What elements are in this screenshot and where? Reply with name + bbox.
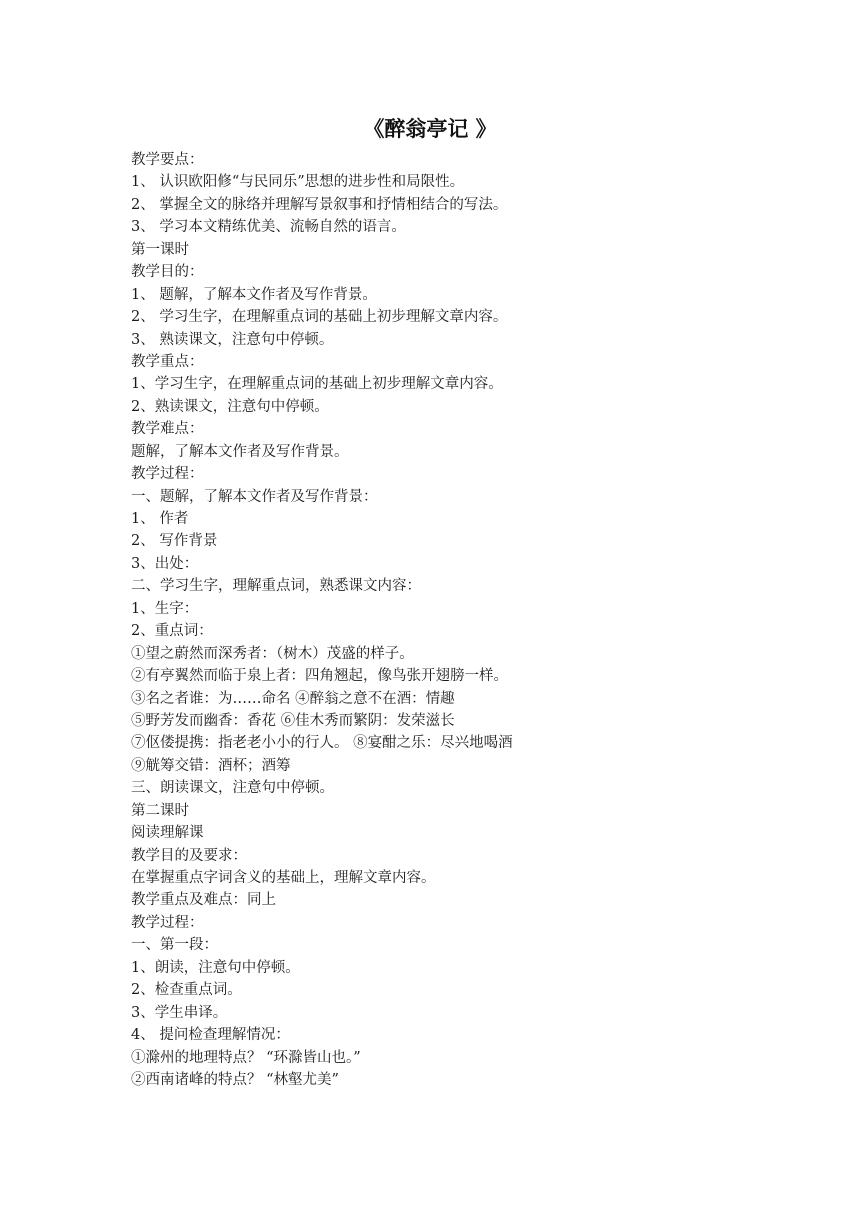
text-line: 2、重点词： (131, 623, 213, 640)
text-line: 阅读理解课 (131, 825, 204, 842)
text-line: 1、朗读，注意句中停顿。 (131, 959, 300, 976)
text-line: 3、学生串译。 (131, 1004, 228, 1021)
text-line: 3、 熟读课文，注意句中停顿。 (131, 331, 334, 348)
text-line: 1、学习生字，在理解重点词的基础上初步理解文章内容。 (131, 376, 503, 393)
text-line: 2、 学习生字，在理解重点词的基础上初步理解文章内容。 (131, 309, 508, 326)
text-line: 第二课时 (131, 802, 189, 819)
text-line: 题解，了解本文作者及写作背景。 (131, 443, 349, 460)
text-line: 教学要点： (131, 152, 204, 168)
text-line: ⑦伛偻提携：指老老小小的行人。 ⑧宴酣之乐：尽兴地喝酒 (131, 735, 513, 752)
text-line: 2、 掌握全文的脉络并理解写景叙事和抒情相结合的写法。 (131, 196, 508, 213)
document-body (131, 149, 771, 1091)
text-line: 教学目的及要求： (131, 847, 247, 864)
text-line: 教学重点及难点：同上 (131, 892, 276, 909)
text-line: ⑤野芳发而幽香：香花 ⑥佳木秀而繁阴：发荣滋长 (131, 712, 455, 729)
document-title: 《醉翁亭记 》 (363, 117, 497, 141)
text-line: 教学难点： (131, 421, 204, 438)
text-line: 2、 写作背景 (131, 533, 218, 550)
text-line: 在掌握重点字词含义的基础上，理解文章内容。 (131, 870, 436, 886)
text-line: 三、朗读课文，注意句中停顿。 (131, 780, 334, 797)
text-line: 2、检查重点词。 (131, 982, 242, 999)
text-line: 一、第一段： (131, 937, 218, 954)
text-line: 1、生字： (131, 600, 199, 617)
text-line: 二、学习生字，理解重点词，熟悉课文内容： (131, 578, 421, 595)
text-line: ⑨觥筹交错：酒杯；酒筹 (131, 757, 291, 774)
text-line: 一、题解，了解本文作者及写作背景： (131, 488, 378, 505)
text-line: 1、 认识欧阳修“与民同乐”思想的进步性和局限性。 (131, 174, 465, 191)
text-line: ②西南诸峰的特点？ “林壑尤美” (131, 1071, 339, 1088)
text-line: 3、 学习本文精练优美、流畅自然的语言。 (131, 219, 406, 236)
text-line: 1、 题解，了解本文作者及写作背景。 (131, 286, 377, 303)
text-line: ①望之蔚然而深秀者：（树木）茂盛的样子。 (131, 645, 414, 662)
text-line: ②有亭翼然而临于泉上者：四角翘起，像鸟张开翅膀一样。 (131, 668, 508, 685)
text-line: ①滁州的地理特点？ “环滁皆山也。” (131, 1049, 361, 1066)
text-line: 教学目的： (131, 264, 204, 281)
text-line: 3、出处： (131, 555, 199, 572)
text-line: 第一课时 (131, 241, 189, 258)
text-line: 1、 作者 (131, 511, 189, 527)
text-line: 教学过程： (131, 466, 204, 483)
text-line: 教学过程： (131, 914, 204, 931)
text-line: 教学重点： (131, 353, 204, 370)
text-line: ③名之者谁：为……命名 ④醉翁之意不在酒：情趣 (131, 690, 455, 707)
text-line: 2、熟读课文，注意句中停顿。 (131, 398, 329, 415)
text-line: 4、 提问检查理解情况： (131, 1027, 290, 1044)
